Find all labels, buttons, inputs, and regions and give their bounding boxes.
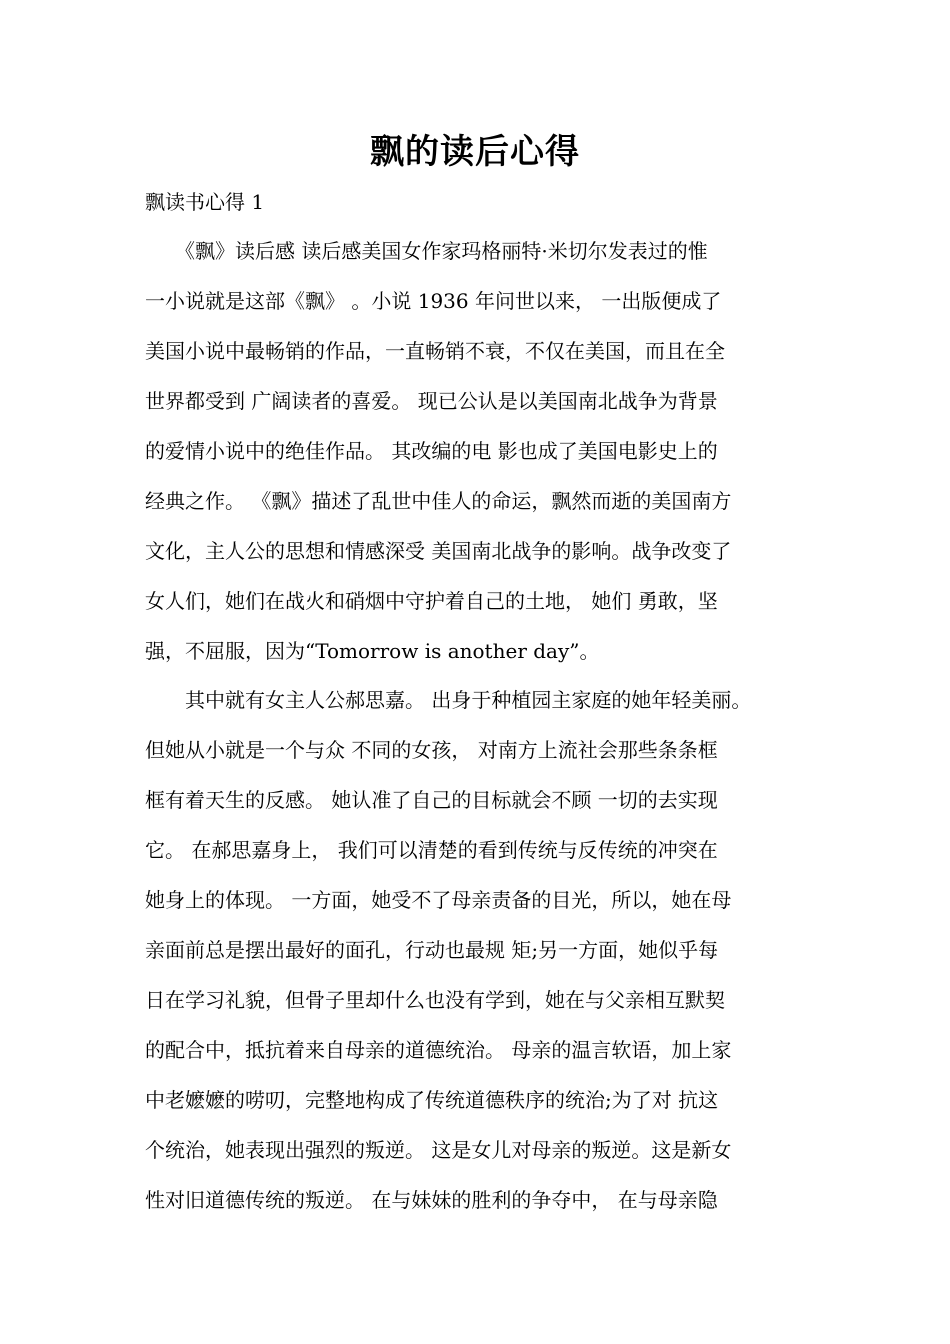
text-line: 中老嬷嬷的唠叨，完整地构成了传统道德秩序的统治;为了对 抗这 [145,1088,719,1112]
body-paragraph-1 [145,226,807,676]
document-title: 飘的读后心得 [370,132,580,172]
text-line: 强，不屈服，因为“Tomorrow is another day”。 [145,639,600,663]
text-line: 一小说就是这部《飘》 。小说 1936 年问世以来， 一出版便成了 [145,289,722,313]
text-line: 日在学习礼貌，但骨子里却什么也没有学到，她在与父亲相互默契 [145,988,725,1012]
text-line: 她身上的体现。 一方面，她受不了母亲责备的目光，所以，她在母 [145,888,732,912]
text-line: 的爱情小说中的绝佳作品。 其改编的电 影也成了美国电影史上的 [145,439,718,463]
text-line: 亲面前总是摆出最好的面孔，行动也最规 矩;另一方面，她似乎每 [145,938,719,962]
text-line: 经典之作。 《飘》描述了乱世中佳人的命运，飘然而逝的美国南方 [145,489,732,513]
text-line: 个统治，她表现出强烈的叛逆。 这是女儿对母亲的叛逆。这是新女 [145,1138,732,1162]
section-heading: 飘读书心得 1 [145,190,265,214]
text-line: 世界都受到 广阔读者的喜爱。 现已公认是以美国南北战争为背景 [145,389,718,413]
text-line: 美国小说中最畅销的作品，一直畅销不衰，不仅在美国，而且在全 [145,339,725,363]
body-paragraph-2 [145,675,807,1225]
text-line: 性对旧道德传统的叛逆。 在与妹妹的胜利的争夺中， 在与母亲隐 [145,1188,718,1212]
text-line: 其中就有女主人公郝思嘉。 出身于种植园主家庭的她年轻美丽。 [145,688,752,712]
text-line: 的配合中，抵抗着来自母亲的道德统治。 母亲的温言软语，加上家 [145,1038,732,1062]
text-line: 它。 在郝思嘉身上， 我们可以清楚的看到传统与反传统的冲突在 [145,838,718,862]
text-line: 但她从小就是一个与众 不同的女孩， 对南方上流社会那些条条框 [145,738,718,762]
text-line: 文化，主人公的思想和情感深受 美国南北战争的影响。战争改变了 [145,539,732,563]
text-line: 框有着天生的反感。 她认准了自己的目标就会不顾 一切的去实现 [145,788,718,812]
text-line: 《飘》读后感 读后感美国女作家玛格丽特·米切尔发表过的惟 [145,239,708,263]
text-line: 女人们，她们在战火和硝烟中守护着自己的土地， 她们 勇敢，坚 [145,589,718,613]
